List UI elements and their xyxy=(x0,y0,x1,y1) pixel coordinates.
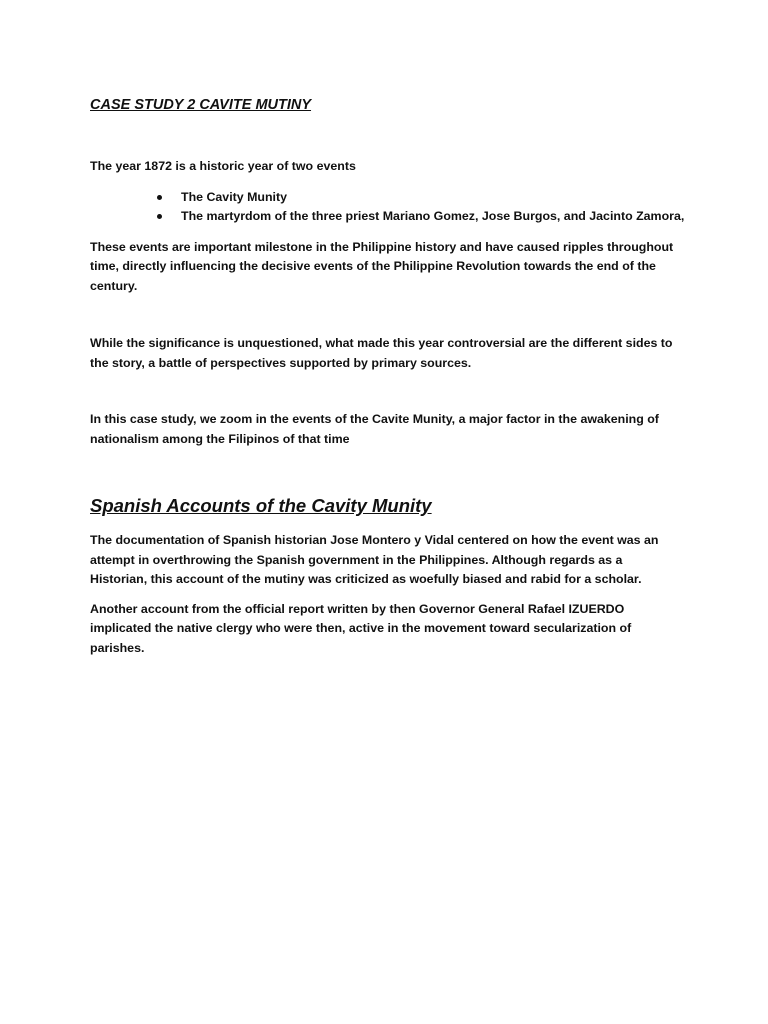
document-title: CASE STUDY 2 CAVITE MUTINY xyxy=(90,97,312,113)
bullet-dot-icon xyxy=(157,214,162,219)
izuerdo-account-paragraph: Another account from the official report written by then Governor General Rafael IZUERDO implicated the native clergy who were then, active in the movement toward secularization of parishes. xyxy=(90,601,632,655)
montero-account-paragraph: The documentation of Spanish historian Jose Montero y Vidal centered on how the event was an attempt in overthrowing the Spanish government in the Philippines. Although regards as a Historian, this account of the mutiny was criticized as woefully biased and rabid for a scholar. xyxy=(90,533,659,586)
bullet-item xyxy=(157,188,680,208)
document-body xyxy=(90,96,685,658)
section-heading: Spanish Accounts of the Cavity Munity xyxy=(90,495,432,516)
case-study-paragraph: In this case study, we zoom in the events of the Cavite Munity, a major factor in the awakening of nationalism among the Filipinos of that time xyxy=(90,412,659,446)
milestone-paragraph: These events are important milestone in the Philippine history and have caused ripples throughout time, directly influencing the decisive events of the Philippine Revolution towards the end of the century. xyxy=(90,239,674,293)
significance-paragraph: While the significance is unquestioned, what made this year controversial are the different sides to the story, a battle of perspectives supported by primary sources. xyxy=(90,336,673,370)
events-bullet-list xyxy=(90,188,685,227)
bullet-item-text: The martyrdom of the three priest Mariano Gomez, Jose Burgos, and Jacinto Zamora, xyxy=(181,209,685,223)
intro-paragraph: The year 1872 is a historic year of two events xyxy=(90,159,356,173)
bullet-dot-icon xyxy=(157,195,162,200)
bullet-item-text: The Cavity Munity xyxy=(181,189,288,204)
bullet-item xyxy=(157,207,685,227)
